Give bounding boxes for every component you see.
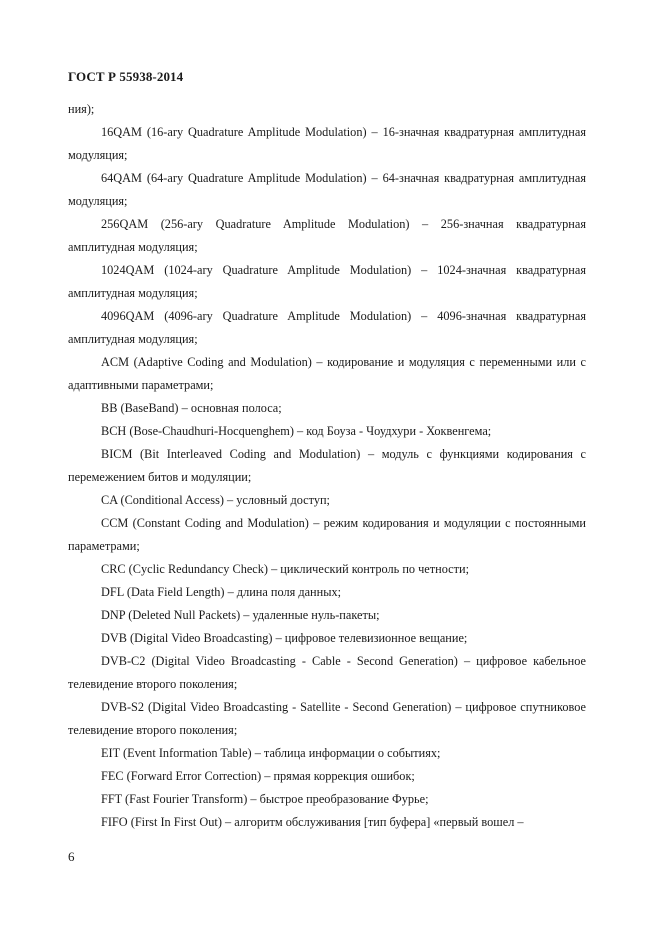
abbreviations-list	[68, 98, 586, 834]
abbreviation-entry: FEC (Forward Error Correction) – прямая коррекция ошибок;	[101, 769, 415, 783]
abbreviation-entry: CRC (Cyclic Redundancy Check) – циклический контроль по четности;	[101, 562, 470, 576]
abbreviation-entry: 4096QAM (4096-ary Quadrature Amplitude Modulation) – 4096-значная квадратурная амплитудная модуляция;	[68, 309, 586, 346]
abbreviation-entry: EIT (Event Information Table) – таблица информации о событиях;	[101, 746, 441, 760]
abbreviation-entry: CCM (Constant Coding and Modulation) – режим кодирования и модуляции с постоянными параметрами;	[68, 516, 586, 553]
abbreviation-entry: DVB-C2 (Digital Video Broadcasting - Cable - Second Generation) – цифровое кабельное телевидение второго поколения;	[68, 654, 586, 691]
abbreviation-entry: BB (BaseBand) – основная полоса;	[101, 401, 282, 415]
abbreviation-entry: DFL (Data Field Length) – длина поля данных;	[101, 585, 342, 599]
abbreviation-entry: DVB-S2 (Digital Video Broadcasting - Satellite - Second Generation) – цифровое спутниковое телевидение второго поколения;	[68, 700, 586, 737]
abbreviation-entry: 64QAM (64-ary Quadrature Amplitude Modulation) – 64-значная квадратурная амплитудная модуляция;	[68, 171, 586, 208]
continuation-text: ния);	[68, 102, 95, 116]
abbreviation-entry: DVB (Digital Video Broadcasting) – цифровое телевизионное вещание;	[101, 631, 468, 645]
abbreviation-entry: BICM (Bit Interleaved Coding and Modulation) – модуль с функциями кодирования с перемежением битов и модуляции;	[68, 447, 586, 484]
abbreviation-entry: FFT (Fast Fourier Transform) – быстрое преобразование Фурье;	[101, 792, 429, 806]
abbreviation-entry: BCH (Bose-Chaudhuri-Hocquenghem) – код Боуза - Чоудхури - Хоквенгема;	[101, 424, 492, 438]
abbreviation-entry: 256QAM (256-ary Quadrature Amplitude Modulation) – 256-значная квадратурная амплитудная модуляция;	[68, 217, 586, 254]
document-code-header: ГОСТ Р 55938-2014	[68, 69, 184, 84]
abbreviation-entry: FIFO (First In First Out) – алгоритм обслуживания [тип буфера] «первый вошел –	[101, 815, 524, 829]
abbreviation-entry: 16QAM (16-ary Quadrature Amplitude Modulation) – 16-значная квадратурная амплитудная модуляция;	[68, 125, 586, 162]
abbreviation-entry: DNP (Deleted Null Packets) – удаленные нуль-пакеты;	[101, 608, 380, 622]
abbreviation-entry: CA (Conditional Access) – условный доступ;	[101, 493, 330, 507]
abbreviation-entry: 1024QAM (1024-ary Quadrature Amplitude Modulation) – 1024-значная квадратурная амплитудная модуляция;	[68, 263, 586, 300]
page-number: 6	[68, 849, 75, 864]
abbreviation-entry: ACM (Adaptive Coding and Modulation) – кодирование и модуляция с переменными или с адаптивными параметрами;	[68, 355, 586, 392]
